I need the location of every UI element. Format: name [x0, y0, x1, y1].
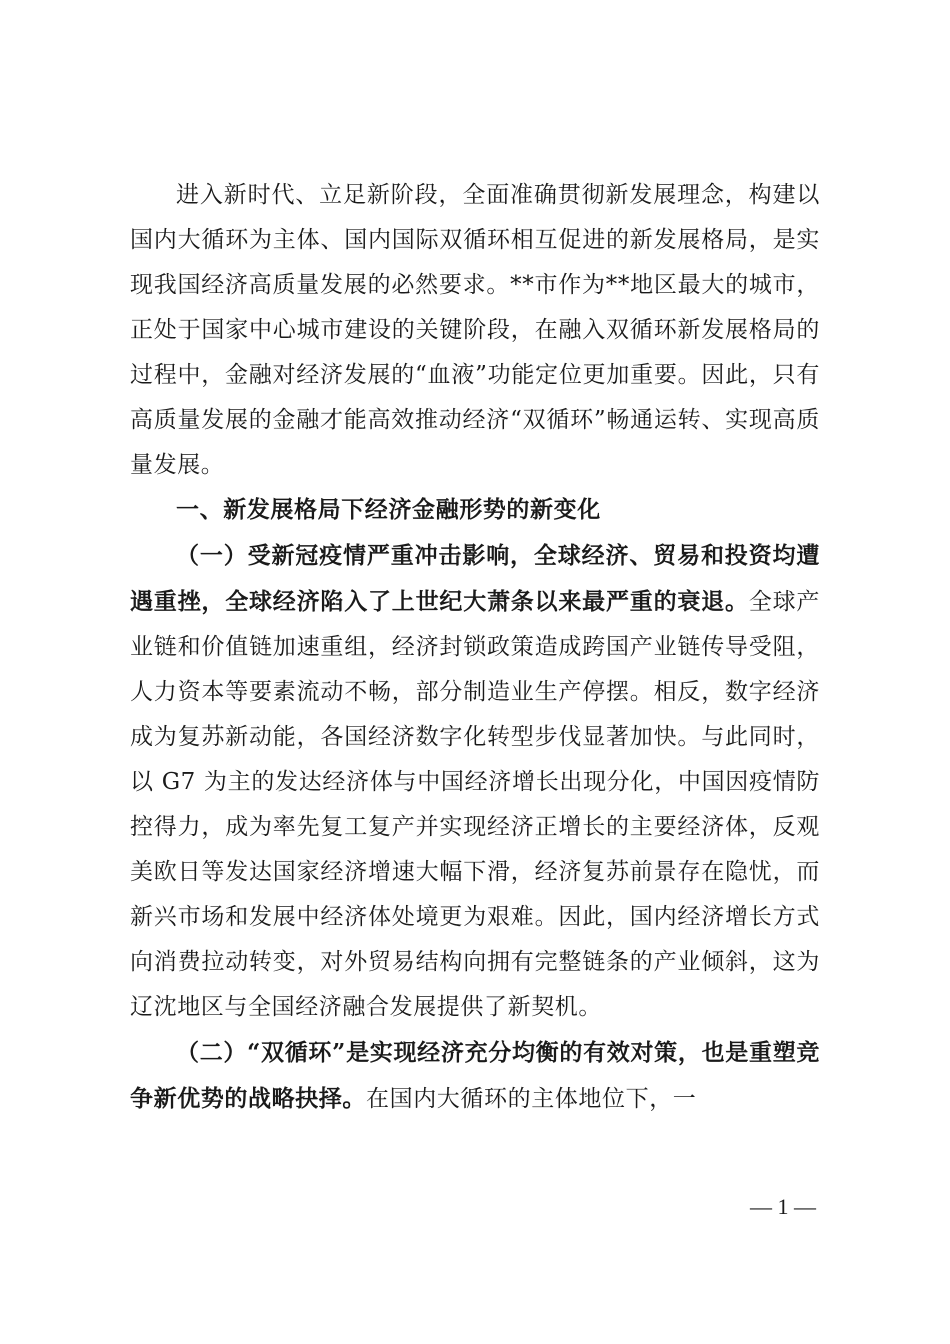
subsection-1-body: 全球产业链和价值链加速重组，经济封锁政策造成跨国产业链传导受阻，人力资本等要素流动不畅，部分制造业生产停摆。相反，数字经济成为复苏新动能，各国经济数字化转型步伐显著加快。与此同时，以 G7 为主的发达经济体与中国经济增长出现分化，中国因疫情防控得力，成为率先复工复产并实现经济正增长的主要经济体，反观美欧日等发达国家经济增速大幅下滑，经济复苏前景存在隐忧，而新兴市场和发展中经济体处境更为艰难。因此，国内经济增长方式向消费拉动转变，对外贸易结构向拥有完整链条的产业倾斜，这为辽沈地区与全国经济融合发展提供了新契机。 — [130, 589, 820, 1020]
document-body — [130, 173, 820, 1122]
subsection-2-paragraph — [130, 1030, 820, 1122]
subsection-1-lead: （一）受新冠疫情严重冲击影响，全球经济、贸易和投资均遭遇重挫，全球经济陷入了上世纪大萧条以来最严重的衰退。 — [130, 542, 820, 615]
intro-paragraph: 进入新时代、立足新阶段，全面准确贯彻新发展理念，构建以国内大循环为主体、国内国际双循环相互促进的新发展格局，是实现我国经济高质量发展的必然要求。**市作为**地区最大的城市，正处于国家中心城市建设的关键阶段，在融入双循环新发展格局的过程中，金融对经济发展的“血液”功能定位更加重要。因此，只有高质量发展的金融才能高效推动经济“双循环”畅通运转、实现高质量发展。 — [130, 182, 820, 478]
subsection-1-paragraph — [130, 533, 820, 1030]
subsection-2-body: 在国内大循环的主体地位下，一 — [366, 1086, 697, 1112]
subsection-2-lead: （二）“双循环”是实现经济充分均衡的有效对策，也是重塑竞争新优势的战略抉择。 — [130, 1039, 820, 1112]
section-heading: 一、新发展格局下经济金融形势的新变化 — [176, 497, 601, 523]
page-number: — 1 — — [750, 1194, 816, 1219]
